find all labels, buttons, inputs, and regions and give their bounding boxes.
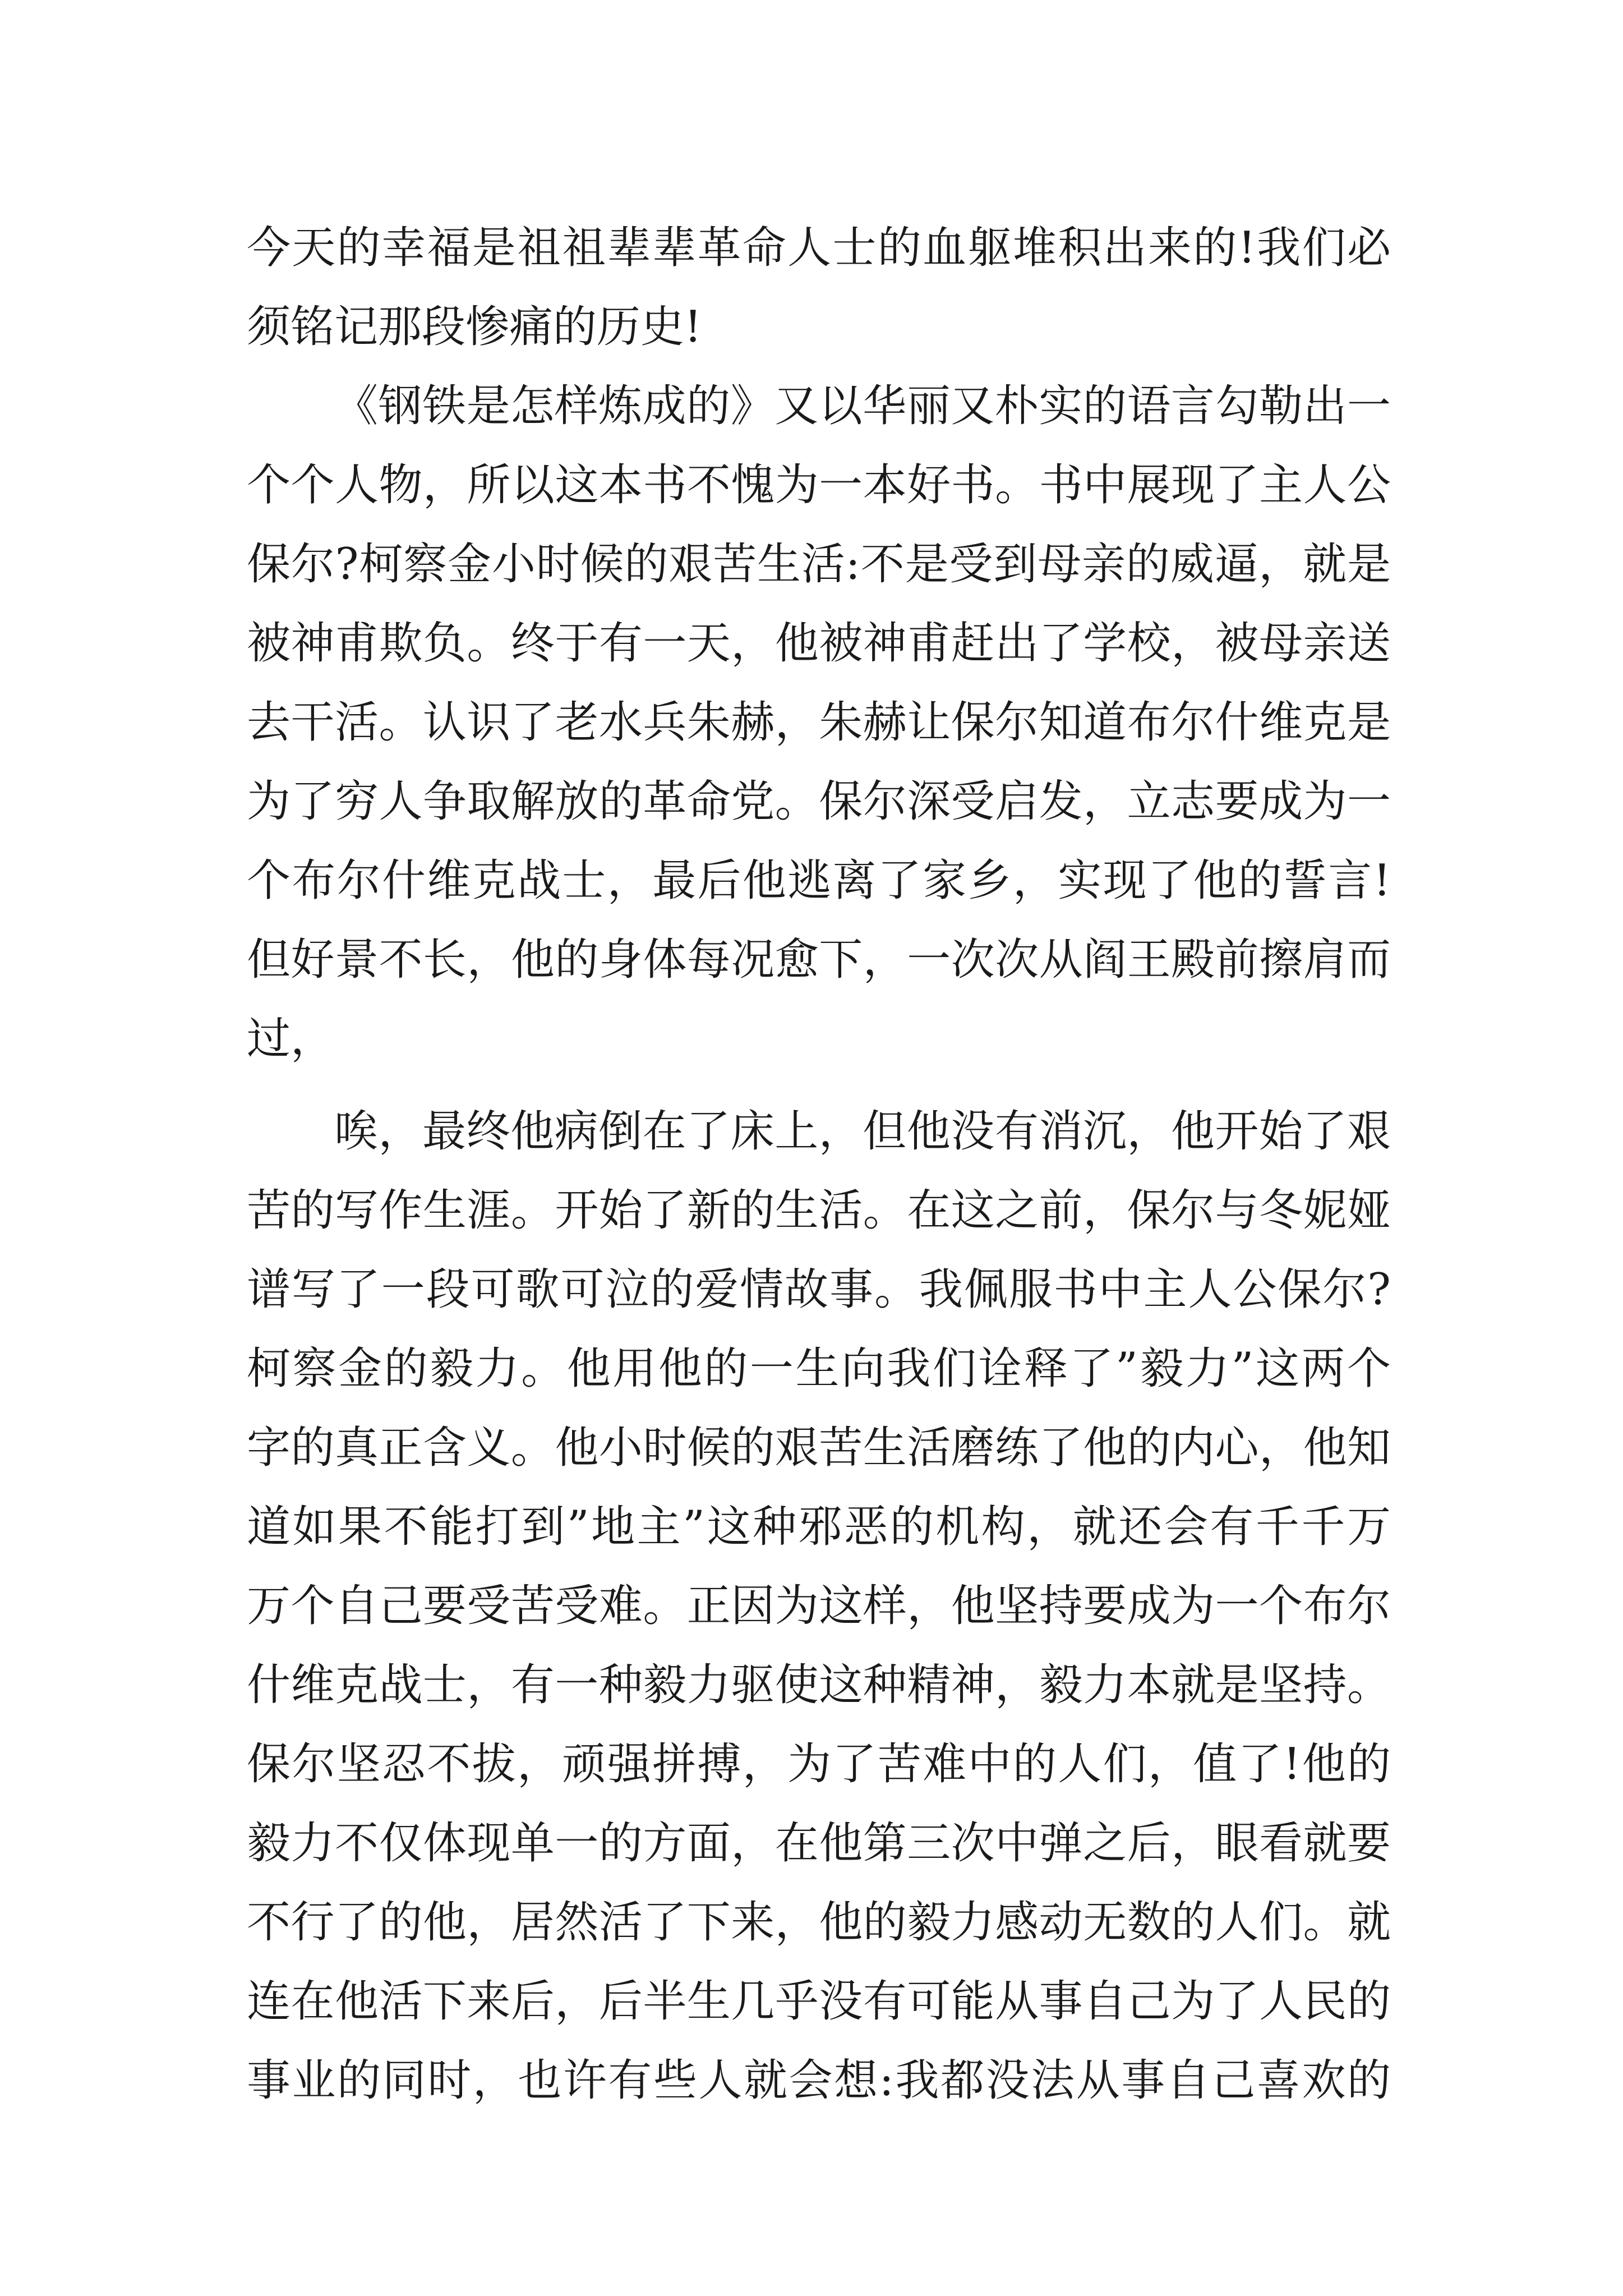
text-line: 字的真正含义。他小时候的艰苦生活磨练了他的内心，他知 <box>247 1423 1391 1473</box>
paragraph-2 <box>247 367 1391 1079</box>
text-line: 保尔坚忍不拔，顽强拼搏，为了苦难中的人们，值了!他的 <box>247 1739 1391 1789</box>
text-line: 唉，最终他病倒在了床上，但他没有消沉，他开始了艰 <box>334 1106 1391 1157</box>
text-line: 谱写了一段可歌可泣的爱情故事。我佩服书中主人公保尔? <box>247 1264 1391 1315</box>
text-line: 须铭记那段惨痛的历史! <box>247 302 702 352</box>
text-line: 柯察金的毅力。他用他的一生向我们诠释了”毅力”这两个 <box>247 1343 1391 1394</box>
paragraph-3 <box>247 1092 1391 2120</box>
document-body <box>247 209 1391 2120</box>
paragraph-1 <box>247 209 1391 367</box>
paragraph-gap <box>247 1079 1391 1092</box>
text-line: 毅力不仅体现单一的方面，在他第三次中弹之后，眼看就要 <box>247 1818 1391 1869</box>
text-line: 万个自己要受苦受难。正因为这样，他坚持要成为一个布尔 <box>247 1581 1391 1631</box>
text-line: 过， <box>247 1014 335 1064</box>
text-line: 今天的幸福是祖祖辈辈革命人士的血躯堆积出来的!我们必 <box>247 223 1391 273</box>
text-line: 连在他活下来后，后半生几乎没有可能从事自己为了人民的 <box>247 1976 1391 2027</box>
text-line: 个布尔什维克战士，最后他逃离了家乡，实现了他的誓言! <box>247 855 1391 906</box>
text-line: 事业的同时，也许有些人就会想:我都没法从事自己喜欢的 <box>247 2055 1391 2106</box>
text-line: 什维克战士，有一种毅力驱使这种精神，毅力本就是坚持。 <box>247 1660 1391 1710</box>
text-line: 被神甫欺负。终于有一天，他被神甫赶出了学校，被母亲送 <box>247 618 1391 669</box>
text-line: 苦的写作生涯。开始了新的生活。在这之前，保尔与冬妮娅 <box>247 1185 1391 1236</box>
text-line: 为了穷人争取解放的革命党。保尔深受启发，立志要成为一 <box>247 776 1391 827</box>
text-line: 保尔?柯察金小时候的艰苦生活:不是受到母亲的威逼，就是 <box>247 539 1391 590</box>
text-line: 道如果不能打到”地主”这种邪恶的机构，就还会有千千万 <box>247 1502 1391 1552</box>
text-line: 《钢铁是怎样炼成的》又以华丽又朴实的语言勾勒出一 <box>334 381 1391 431</box>
text-line: 不行了的他，居然活了下来，他的毅力感动无数的人们。就 <box>247 1897 1391 1948</box>
text-line: 去干活。认识了老水兵朱赫，朱赫让保尔知道布尔什维克是 <box>247 697 1391 748</box>
text-line: 但好景不长，他的身体每况愈下，一次次从阎王殿前擦肩而 <box>247 935 1391 985</box>
text-line: 个个人物，所以这本书不愧为一本好书。书中展现了主人公 <box>247 460 1391 510</box>
